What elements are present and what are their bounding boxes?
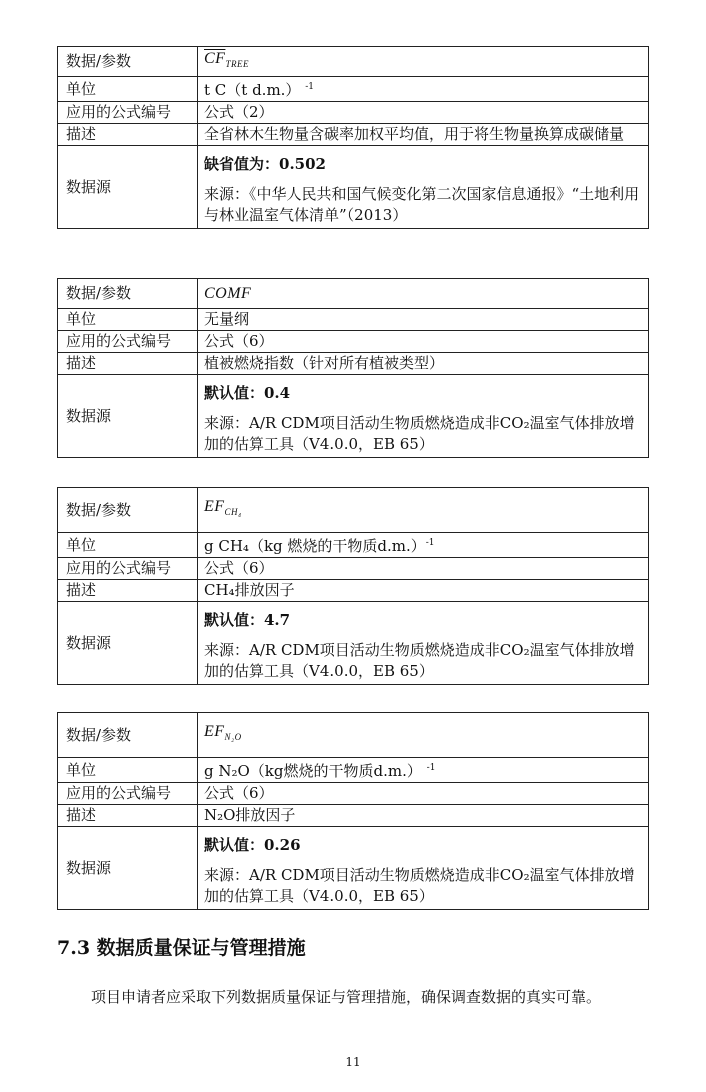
unit-label: 单位 bbox=[58, 77, 198, 102]
param-table-ef-ch4 bbox=[57, 487, 649, 685]
table-row bbox=[58, 488, 649, 533]
table-row bbox=[58, 758, 649, 783]
source-text: 来源：《中华人民共和国气候变化第二次国家信息通报》“土地利用与林业温室气体清单”（2013） bbox=[204, 185, 640, 224]
table-row bbox=[58, 353, 649, 375]
param-label: 数据/参数 bbox=[58, 713, 198, 758]
formula-label: 应用的公式编号 bbox=[58, 558, 198, 580]
param-label: 数据/参数 bbox=[58, 488, 198, 533]
source-label: 数据源 bbox=[58, 375, 198, 458]
default-value: 默认值：4.7 bbox=[204, 611, 291, 629]
table-row bbox=[58, 783, 649, 805]
formula-label: 应用的公式编号 bbox=[58, 331, 198, 353]
source-label: 数据源 bbox=[58, 146, 198, 229]
param-symbol: $\overline{CF}_{TREE}$ bbox=[198, 47, 649, 77]
source-cell bbox=[198, 602, 649, 685]
param-symbol: COMF bbox=[198, 279, 649, 309]
source-cell bbox=[198, 827, 649, 910]
table-row bbox=[58, 533, 649, 558]
table-row bbox=[58, 124, 649, 146]
table-row bbox=[58, 375, 649, 458]
formula-value: 公式（6） bbox=[198, 331, 649, 353]
desc-value: 植被燃烧指数（针对所有植被类型） bbox=[198, 353, 649, 375]
desc-value: 全省林木生物量含碳率加权平均值，用于将生物量换算成碳储量 bbox=[198, 124, 649, 146]
table-row bbox=[58, 102, 649, 124]
param-table-comf bbox=[57, 278, 649, 458]
param-label: 数据/参数 bbox=[58, 47, 198, 77]
unit-label: 单位 bbox=[58, 309, 198, 331]
unit-value: 无量纲 bbox=[198, 309, 649, 331]
param-symbol: $EF_{N_2O}$ bbox=[198, 713, 649, 758]
unit-value: g CH₄（kg 燃烧的干物质d.m.）$^{-1}$ bbox=[198, 533, 649, 558]
source-label: 数据源 bbox=[58, 602, 198, 685]
table-row bbox=[58, 309, 649, 331]
desc-label: 描述 bbox=[58, 805, 198, 827]
param-symbol: $EF_{CH_4}$ bbox=[198, 488, 649, 533]
table-row bbox=[58, 279, 649, 309]
table-row bbox=[58, 77, 649, 102]
param-label: 数据/参数 bbox=[58, 279, 198, 309]
source-text: 来源：A/R CDM项目活动生物质燃烧造成非CO₂温室气体排放增加的估算工具（V4.0.0，EB 65） bbox=[204, 414, 635, 453]
default-value: 缺省值为：0.502 bbox=[204, 155, 326, 173]
source-cell bbox=[198, 375, 649, 458]
table-row bbox=[58, 827, 649, 910]
table-row bbox=[58, 713, 649, 758]
desc-label: 描述 bbox=[58, 580, 198, 602]
source-text: 来源：A/R CDM项目活动生物质燃烧造成非CO₂温室气体排放增加的估算工具（V4.0.0，EB 65） bbox=[204, 866, 635, 905]
formula-value: 公式（6） bbox=[198, 783, 649, 805]
source-label: 数据源 bbox=[58, 827, 198, 910]
unit-value: g N₂O（kg燃烧的干物质d.m.） $^{-1}$ bbox=[198, 758, 649, 783]
unit-label: 单位 bbox=[58, 758, 198, 783]
source-text: 来源：A/R CDM项目活动生物质燃烧造成非CO₂温室气体排放增加的估算工具（V4.0.0，EB 65） bbox=[204, 641, 635, 680]
unit-label: 单位 bbox=[58, 533, 198, 558]
param-table-ef-n2o bbox=[57, 712, 649, 910]
desc-value: N₂O排放因子 bbox=[198, 805, 649, 827]
body-paragraph: 项目申请者应采取下列数据质量保证与管理措施，确保调查数据的真实可靠。 bbox=[91, 988, 602, 1006]
source-cell bbox=[198, 146, 649, 229]
default-value: 默认值：0.4 bbox=[204, 384, 291, 402]
table-row bbox=[58, 805, 649, 827]
desc-label: 描述 bbox=[58, 353, 198, 375]
table-row bbox=[58, 331, 649, 353]
param-table-cf-tree bbox=[57, 46, 649, 229]
formula-value: 公式（2） bbox=[198, 102, 649, 124]
table-row bbox=[58, 146, 649, 229]
table-row bbox=[58, 47, 649, 77]
table-row bbox=[58, 558, 649, 580]
formula-label: 应用的公式编号 bbox=[58, 783, 198, 805]
default-value: 默认值：0.26 bbox=[204, 836, 301, 854]
desc-label: 描述 bbox=[58, 124, 198, 146]
unit-value: t C（t d.m.） $^{-1}$ bbox=[198, 77, 649, 102]
formula-label: 应用的公式编号 bbox=[58, 102, 198, 124]
table-row bbox=[58, 602, 649, 685]
formula-value: 公式（6） bbox=[198, 558, 649, 580]
desc-value: CH₄排放因子 bbox=[198, 580, 649, 602]
section-heading: 7.3 数据质量保证与管理措施 bbox=[57, 937, 306, 959]
table-row bbox=[58, 580, 649, 602]
page-number: 11 bbox=[345, 1055, 361, 1069]
